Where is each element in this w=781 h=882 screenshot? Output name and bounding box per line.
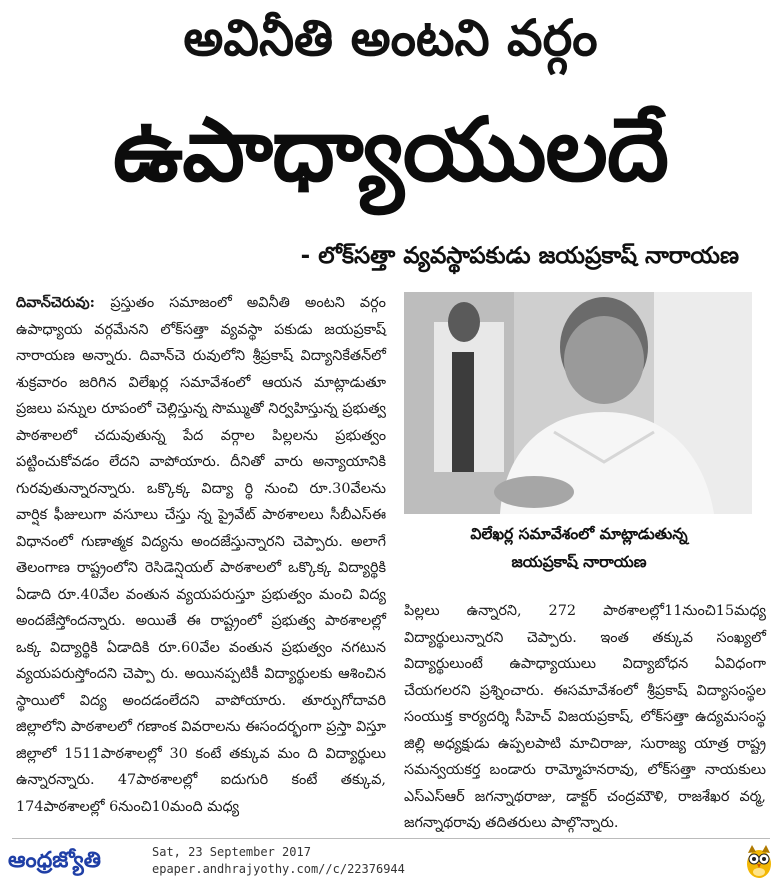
article-line: న్న ప్రైవేట్ పాఠశాలలు సీబీఎస్ఈ విధానంలో గుణాత్మక	[16, 507, 387, 550]
article-line: విద్యాసంస్థల సంయుక్త కార్యదర్శి సీహెచ్ విజయప్రకాష్,	[404, 682, 766, 725]
epaper-link[interactable]: epaper.andhrajyothy.com//c/22376944	[152, 862, 405, 876]
article-column-right	[404, 598, 766, 837]
article-line: ప్రభుత్వం పట్టించుకోవడం లేదని వాపోయారు. దీనితో	[16, 427, 386, 470]
article-line: రాష్ట్రంలోని రెసిడెన్షియల్ పాఠశాలలో ఒక్కొక్క విద్యార్థికి	[76, 560, 386, 576]
article-line: పాఠశాలలో గణాంక వివరాలను ఈసందర్భంగా ప్రస్తా	[70, 719, 357, 735]
article-line: బండారు రామ్మోహనరావు, లోక్‌సత్తా నాయకులు	[489, 762, 766, 778]
article-line: ప్రభుత్వ పాఠశాలల్లో ఒక్క విద్యార్థికి ఏడాదికి రూ.60వేల	[16, 613, 386, 656]
article-line: పిల్లలు ఉన్నారని, 272 పాఠశాలల్లో11నుంచి15మధ్య	[404, 603, 766, 619]
article-line: మాచిరాజు, సురాజ్య యాత్ర రాష్ట్ర సమన్వయకర్త	[404, 735, 766, 778]
article-column-left	[16, 290, 386, 820]
article-line: రు. అయినప్పటికీ విద్యార్థులకు ఆశించిన స్థాయిలో విద్య	[16, 666, 386, 709]
article-line: ప్రస్తుతం సమాజంలో అవినీతి	[110, 295, 305, 311]
article-line: ది విద్యార్థులు ఉన్నారన్నారు. 47పాఠశాలల్లో ఐదుగురి	[16, 745, 386, 788]
edition-date: Sat, 23 September 2017	[152, 845, 311, 859]
article-line: రువులోని శ్రీప్రకాష్ విద్యానికేతన్‌లో శుక్రవారం జరిగిన	[16, 348, 386, 391]
photo-caption-line: విలేఖర్ల సమావేశంలో మాట్లాడుతున్న	[470, 525, 688, 543]
article-line: ప్రభుత్వ పాఠశాలలో చదువుతున్న పేద వర్గాల పిల్లలను	[16, 401, 386, 444]
article-line: విద్యార్థులున్నారని చెప్పారు. ఇంత తక్కువ సంఖ్యలో	[404, 629, 766, 646]
article-line: ర్థి నుంచి రూ.30వేలను వార్షిక ఫీజులుగా వసూలు చేస్తు	[16, 480, 386, 523]
headline-main: ఉపాధ్యాయులదే	[113, 98, 668, 201]
article-line: విస్తూ జిల్లాలో 1511పాఠశాలల్లో 30 కంటే తక్కువ మం	[16, 719, 386, 762]
article-dateline: దివాన్‌చెరువు:	[16, 294, 111, 311]
article-line: వర్మ, జగన్నాథరావు తదితరులు పాల్గొన్నారు.	[404, 788, 766, 831]
headline-top: అవినీతి అంటని వర్గం	[183, 9, 598, 67]
headline-byline: - లోక్‌సత్తా వ్యవస్థాపకుడు జయప్రకాష్ నారాయణ	[300, 243, 739, 269]
newspaper-logo[interactable]: ఆంధ్రజ్యోతి	[8, 848, 101, 873]
article-line: మంచి విద్య అందజేస్తోందన్నారు. అయితే ఈ రాష్ట్రంలో	[16, 586, 386, 629]
article-line: లోక్‌సత్తా ఉద్యమసంస్థ జిల్లి అధ్యక్షుడు ఉప్పలపాటి	[404, 709, 766, 752]
article-line: వంతున ప్రభుత్వం నగటున వ్యయపరుస్తోందని చెప్పా	[16, 639, 386, 682]
photo-illustration	[404, 292, 752, 514]
article-line: వారు అన్యాయానికి గురవుతున్నారన్నారు. ఒక్కొక్క విద్యా	[16, 454, 386, 497]
article-line: చేయగలరని ప్రశ్నించారు. ఈసమావేశంలో శ్రీప్రకాష్	[404, 682, 697, 699]
photo-caption	[404, 520, 754, 576]
owl-icon	[744, 843, 774, 879]
article-line: అంటని వర్గం ఉపాధ్యాయ వర్గమేనని లోక్‌సత్తా వ్యవస్థా	[16, 295, 386, 338]
article-line: విద్యను అందజేస్తున్నారని చెప్పారు. అలాగే తెలంగాణ	[16, 533, 386, 576]
article-line: కంటే తక్కువ, 174పాఠశాలల్లో 6నుంచి10మంది మధ్య	[16, 772, 386, 815]
article-line: అందడంలేదని వాపోయారు. తూర్పుగోదావరి జిల్లాలోని	[16, 692, 386, 735]
article-line: విలేఖర్ల సమావేశంలో ఆయన మాట్లాడుతూ ప్రజలు	[16, 374, 387, 417]
article-line: ఏడాది రూ.40వేల వంతున వ్యయపరుస్తూ ప్రభుత్వం	[16, 586, 319, 603]
article-photo	[404, 292, 752, 514]
footer-divider	[12, 838, 770, 839]
article-line: పకుడు జయప్రకాష్ నారాయణ అన్నారు. దివాన్‌చె	[16, 321, 386, 364]
article-line: ఎస్ఎస్ఆర్ జగన్నాథరాజు, డాక్టర్ చంద్రమౌళి, రాజశేఖర	[404, 788, 740, 805]
article-line: పన్నుల రూపంలో చెల్లిస్తున్న సొమ్ముతో నిర్వహిస్తున్న	[56, 401, 343, 417]
photo-caption-line: జయప్రకాష్ నారాయణ	[511, 553, 647, 571]
article-line: విద్యార్థులుంటే ఉపాధ్యాయులు విద్యాబోధన ఏవిధంగా	[404, 656, 766, 672]
